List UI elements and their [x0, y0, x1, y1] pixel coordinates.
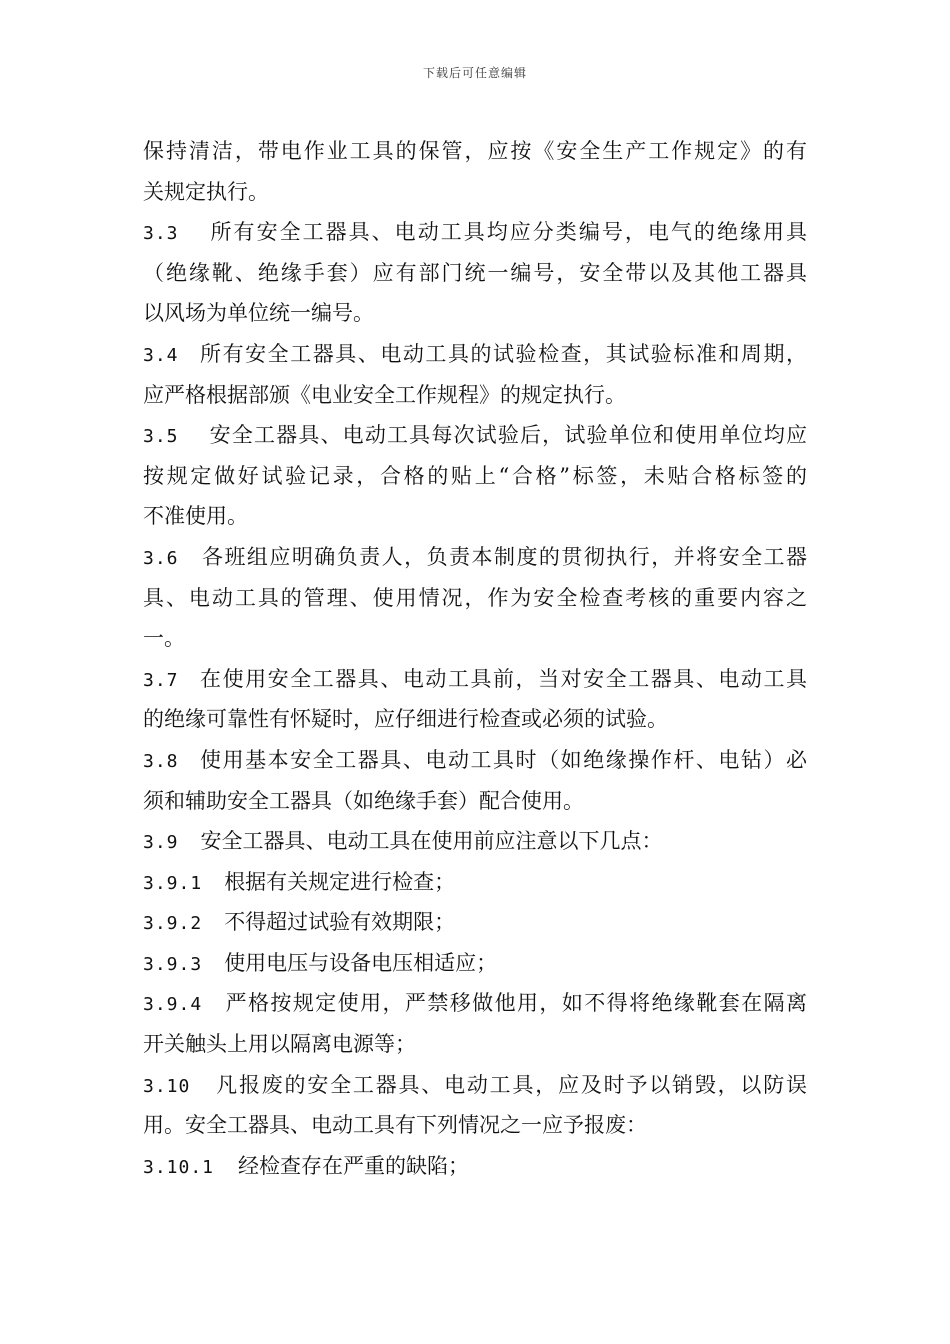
- clause-number: 3.7: [143, 669, 179, 691]
- clause-number: 3.9.3: [143, 953, 203, 975]
- line-text: 保持清洁，带电作业工具的保管，应按《安全生产工作规定》的有: [143, 139, 807, 163]
- page-header: 下载后可任意编辑: [422, 66, 527, 80]
- clause-number: 3.9: [143, 832, 179, 854]
- line-text: 安全工器具、电动工具在使用前应注意以下几点：: [200, 829, 663, 854]
- clause-line: [143, 902, 807, 943]
- clause-line: [143, 943, 807, 984]
- line-text: 所有安全工器具、电动工具均应分类编号，电气的绝缘用具: [208, 220, 807, 245]
- body-line: [143, 375, 807, 416]
- line-text: 关规定执行。: [143, 179, 269, 204]
- line-text: 使用基本安全工器具、电动工具时（如绝缘操作杆、电钻）必: [198, 747, 807, 772]
- clause-line: [143, 537, 807, 578]
- clause-line: [143, 334, 807, 375]
- clause-number: 3.4: [143, 344, 179, 366]
- clause-number: 3.9.2: [143, 913, 203, 935]
- clause-number: 3.6: [143, 547, 179, 569]
- line-text: 各班组应明确负责人，负责本制度的贯彻执行，并将安全工器: [200, 544, 807, 569]
- line-text: 使用电压与设备电压相适应；: [224, 950, 498, 975]
- line-text: 经检查存在严重的缺陷；: [238, 1153, 470, 1178]
- line-text: 凡报废的安全工器具、电动工具，应及时予以销毁，以防误: [214, 1072, 807, 1097]
- line-text: 所有安全工器具、电动工具的试验检查，其试验标准和周期，: [198, 341, 807, 366]
- line-text: （绝缘靴、绝缘手套）应有部门统一编号，安全带以及其他工器具: [143, 260, 807, 285]
- clause-number: 3.10.1: [143, 1156, 215, 1178]
- clause-line: [143, 415, 807, 456]
- clause-number: 3.9.4: [143, 994, 203, 1016]
- body-line: [143, 496, 807, 537]
- clause-line: [143, 740, 807, 781]
- body-line: [143, 618, 807, 659]
- line-text: 具、电动工具的管理、使用情况，作为安全检查考核的重要内容之: [143, 585, 807, 610]
- body-line: [143, 172, 807, 213]
- body-line: [143, 578, 807, 619]
- body-line: [143, 781, 807, 822]
- clause-line: [143, 983, 807, 1024]
- line-text: 应严格根据部颁《电业安全工作规程》的规定执行。: [143, 382, 626, 407]
- clause-line: [143, 862, 807, 903]
- clause-number: 3.3: [143, 223, 179, 245]
- clause-line: [143, 1146, 807, 1187]
- clause-line: [143, 659, 807, 700]
- line-text: 的绝缘可靠性有怀疑时，应仔细进行检查或必须的试验。: [143, 707, 668, 732]
- body-line: [143, 131, 807, 172]
- line-text: 不准使用。: [143, 504, 248, 529]
- line-text: 开关触头上用以隔离电源等；: [143, 1032, 416, 1057]
- clause-number: 3.5: [143, 426, 179, 448]
- line-text: 根据有关规定进行检查；: [224, 869, 456, 894]
- line-text: 用。安全工器具、电动工具有下列情况之一应予报废：: [143, 1113, 647, 1138]
- body-line: [143, 456, 807, 497]
- body-line: [143, 699, 807, 740]
- line-text: 须和辅助安全工器具（如绝缘手套）配合使用。: [143, 788, 584, 813]
- body-line: [143, 1105, 807, 1146]
- line-text: 以风场为单位统一编号。: [143, 301, 374, 326]
- line-text: 不得超过试验有效期限；: [224, 910, 456, 935]
- line-text: 一。: [143, 626, 185, 651]
- clause-number: 3.10: [143, 1075, 191, 1097]
- line-text: 严格按规定使用，严禁移做他用，如不得将绝缘靴套在隔离: [224, 991, 807, 1016]
- clause-number: 3.9.1: [143, 872, 203, 894]
- document-body: [143, 131, 807, 1186]
- clause-line: [143, 212, 807, 253]
- clause-line: [143, 1065, 807, 1106]
- line-text: 按规定做好试验记录，合格的贴上“合格”标签，未贴合格标签的: [143, 463, 807, 488]
- clause-line: [143, 821, 807, 862]
- line-text: 安全工器具、电动工具每次试验后，试验单位和使用单位均应: [208, 423, 807, 448]
- clause-number: 3.8: [143, 750, 179, 772]
- body-line: [143, 293, 807, 334]
- body-line: [143, 1024, 807, 1065]
- body-line: [143, 253, 807, 294]
- line-text: 在使用安全工器具、电动工具前，当对安全工器具、电动工具: [198, 666, 807, 691]
